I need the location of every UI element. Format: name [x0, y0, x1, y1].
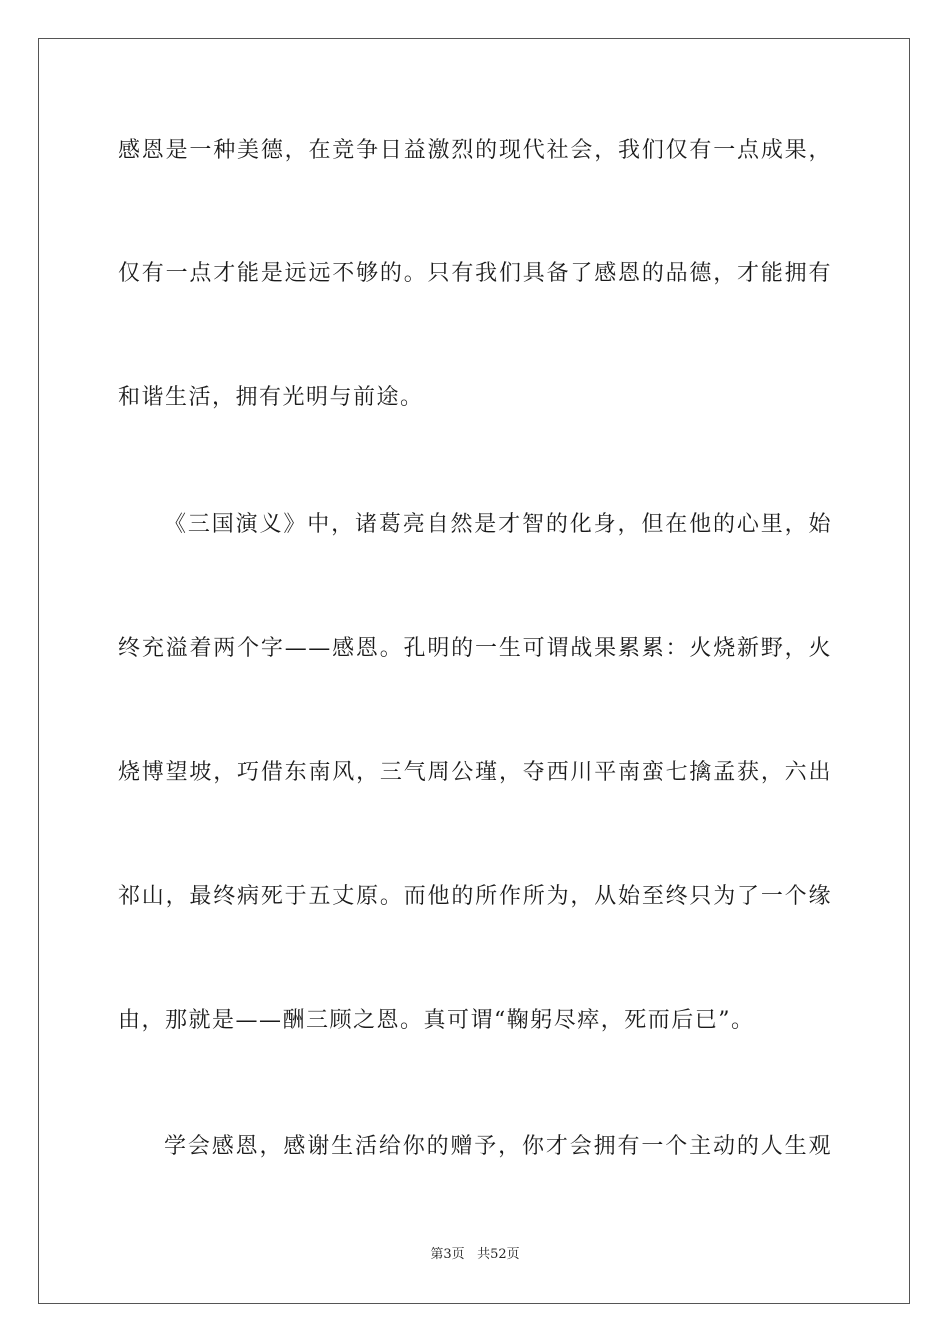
paragraph-line: 感恩是一种美德，在竞争日益激烈的现代社会，我们仅有一点成果，	[118, 138, 832, 163]
page-footer	[0, 1247, 950, 1263]
page-total: 共52页	[477, 1247, 520, 1262]
paragraph-line: 祁山，最终病死于五丈原。而他的所作所为，从始至终只为了一个缘	[118, 884, 832, 909]
paragraph-line: 学会感恩，感谢生活给你的赠予，你才会拥有一个主动的人生观	[164, 1134, 832, 1159]
paragraph-line: 仅有一点才能是远远不够的。只有我们具备了感恩的品德，才能拥有	[118, 261, 832, 286]
paragraph-line: 《三国演义》中，诸葛亮自然是才智的化身，但在他的心里，始	[164, 512, 832, 537]
paragraph-line: 烧博望坡，巧借东南风，三气周公瑾，夺西川平南蛮七擒孟获，六出	[118, 760, 832, 785]
paragraph-line: 由，那就是——酬三顾之恩。真可谓“鞠躬尽瘁，死而后已”。	[118, 1008, 755, 1033]
paragraph-line: 和谐生活，拥有光明与前途。	[118, 385, 424, 410]
page-border	[38, 38, 910, 1304]
page-number: 第3页	[430, 1247, 465, 1262]
paragraph-line: 终充溢着两个字——感恩。孔明的一生可谓战果累累：火烧新野，火	[118, 636, 832, 661]
